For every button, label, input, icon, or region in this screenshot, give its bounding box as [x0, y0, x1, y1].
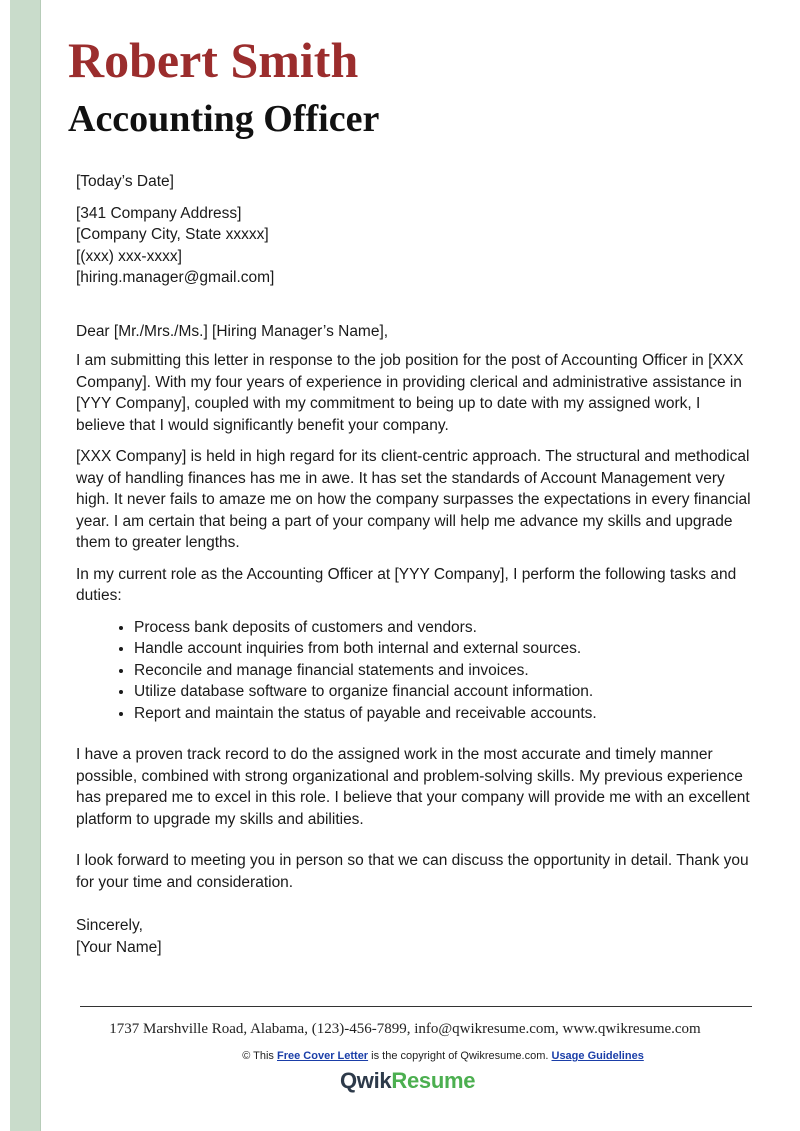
logo-part-resume: Resume: [391, 1068, 476, 1093]
list-item: • Report and maintain the status of payable and receivable accounts.: [134, 703, 752, 725]
paragraph-current-role: In my current role as the Accounting Officer at [YYY Company], I perform the following tasks and duties:: [76, 565, 737, 604]
paragraph-company: [XXX Company] is held in high regard for its client-centric approach. The structural and methodical way of handling finances has me in awe. It has set the standards of Account Management very high. It never fails to amaze me on how the company surpasses the expectations in every financial year. I am certain that being a part of your company will help me advance my skills and upgrade them to greater lengths.: [76, 448, 751, 551]
sidebar-decoration: [10, 0, 41, 1131]
letter-date: [Today’s Date]: [76, 173, 174, 190]
paragraph-track-record: I have a proven track record to do the assigned work in the most accurate and timely manner possible, combined with strong organizational and problem-solving skills. My previous experience has prepared me to excel in this role. I believe that your company will provide me with an excellent platform to upgrade my skills and abilities.: [76, 746, 750, 828]
letter-body: [76, 171, 752, 958]
applicant-name: Robert Smith: [68, 32, 359, 88]
footer-contact: 1737 Marshville Road, Alabama, (123)-456-7899, info@qwikresume.com, www.qwikresume.com: [109, 1021, 701, 1037]
copyright-notice: [0, 1050, 800, 1062]
paragraph-intro: I am submitting this letter in response to the job position for the post of Accounting Officer in [XXX Company]. With my four years of experience in providing clerical and administrative assistance in [YYY Company], coupled with my commitment to being up to date with my assigned work, I believe that I would significantly benefit your company.: [76, 352, 744, 434]
address-line: [Company City, State xxxxx]: [76, 226, 269, 243]
closing: Sincerely,: [76, 917, 143, 934]
list-item: • Utilize database software to organize financial account information.: [134, 681, 752, 703]
address-line: [hiring.manager@gmail.com]: [76, 269, 275, 286]
recipient-address: [76, 203, 752, 289]
list-item: • Handle account inquiries from both internal and external sources.: [134, 638, 752, 660]
address-line: [(xxx) xxx-xxxx]: [76, 247, 182, 265]
qwikresume-logo: [340, 1068, 475, 1094]
job-title: Accounting Officer: [68, 98, 380, 140]
task-list: [76, 617, 752, 725]
free-cover-letter-link[interactable]: Free Cover Letter: [277, 1050, 369, 1062]
signature: [Your Name]: [76, 938, 162, 956]
usage-guidelines-link[interactable]: Usage Guidelines: [551, 1050, 644, 1062]
paragraph-closing: I look forward to meeting you in person so that we can discuss the opportunity in detail. Thank you for your time and consideration.: [76, 852, 749, 891]
address-line: [341 Company Address]: [76, 204, 242, 222]
list-item: • Process bank deposits of customers and vendors.: [134, 617, 752, 639]
copyright-middle: is the copyright of Qwikresume.com.: [368, 1050, 552, 1062]
logo-part-qwik: Qwik: [340, 1068, 392, 1093]
salutation: Dear [Mr./Mrs./Ms.] [Hiring Manager’s Name],: [76, 322, 389, 340]
copyright-prefix: © This: [242, 1050, 277, 1062]
list-item: • Reconcile and manage financial statements and invoices.: [134, 660, 752, 682]
footer-divider: [80, 1006, 752, 1007]
